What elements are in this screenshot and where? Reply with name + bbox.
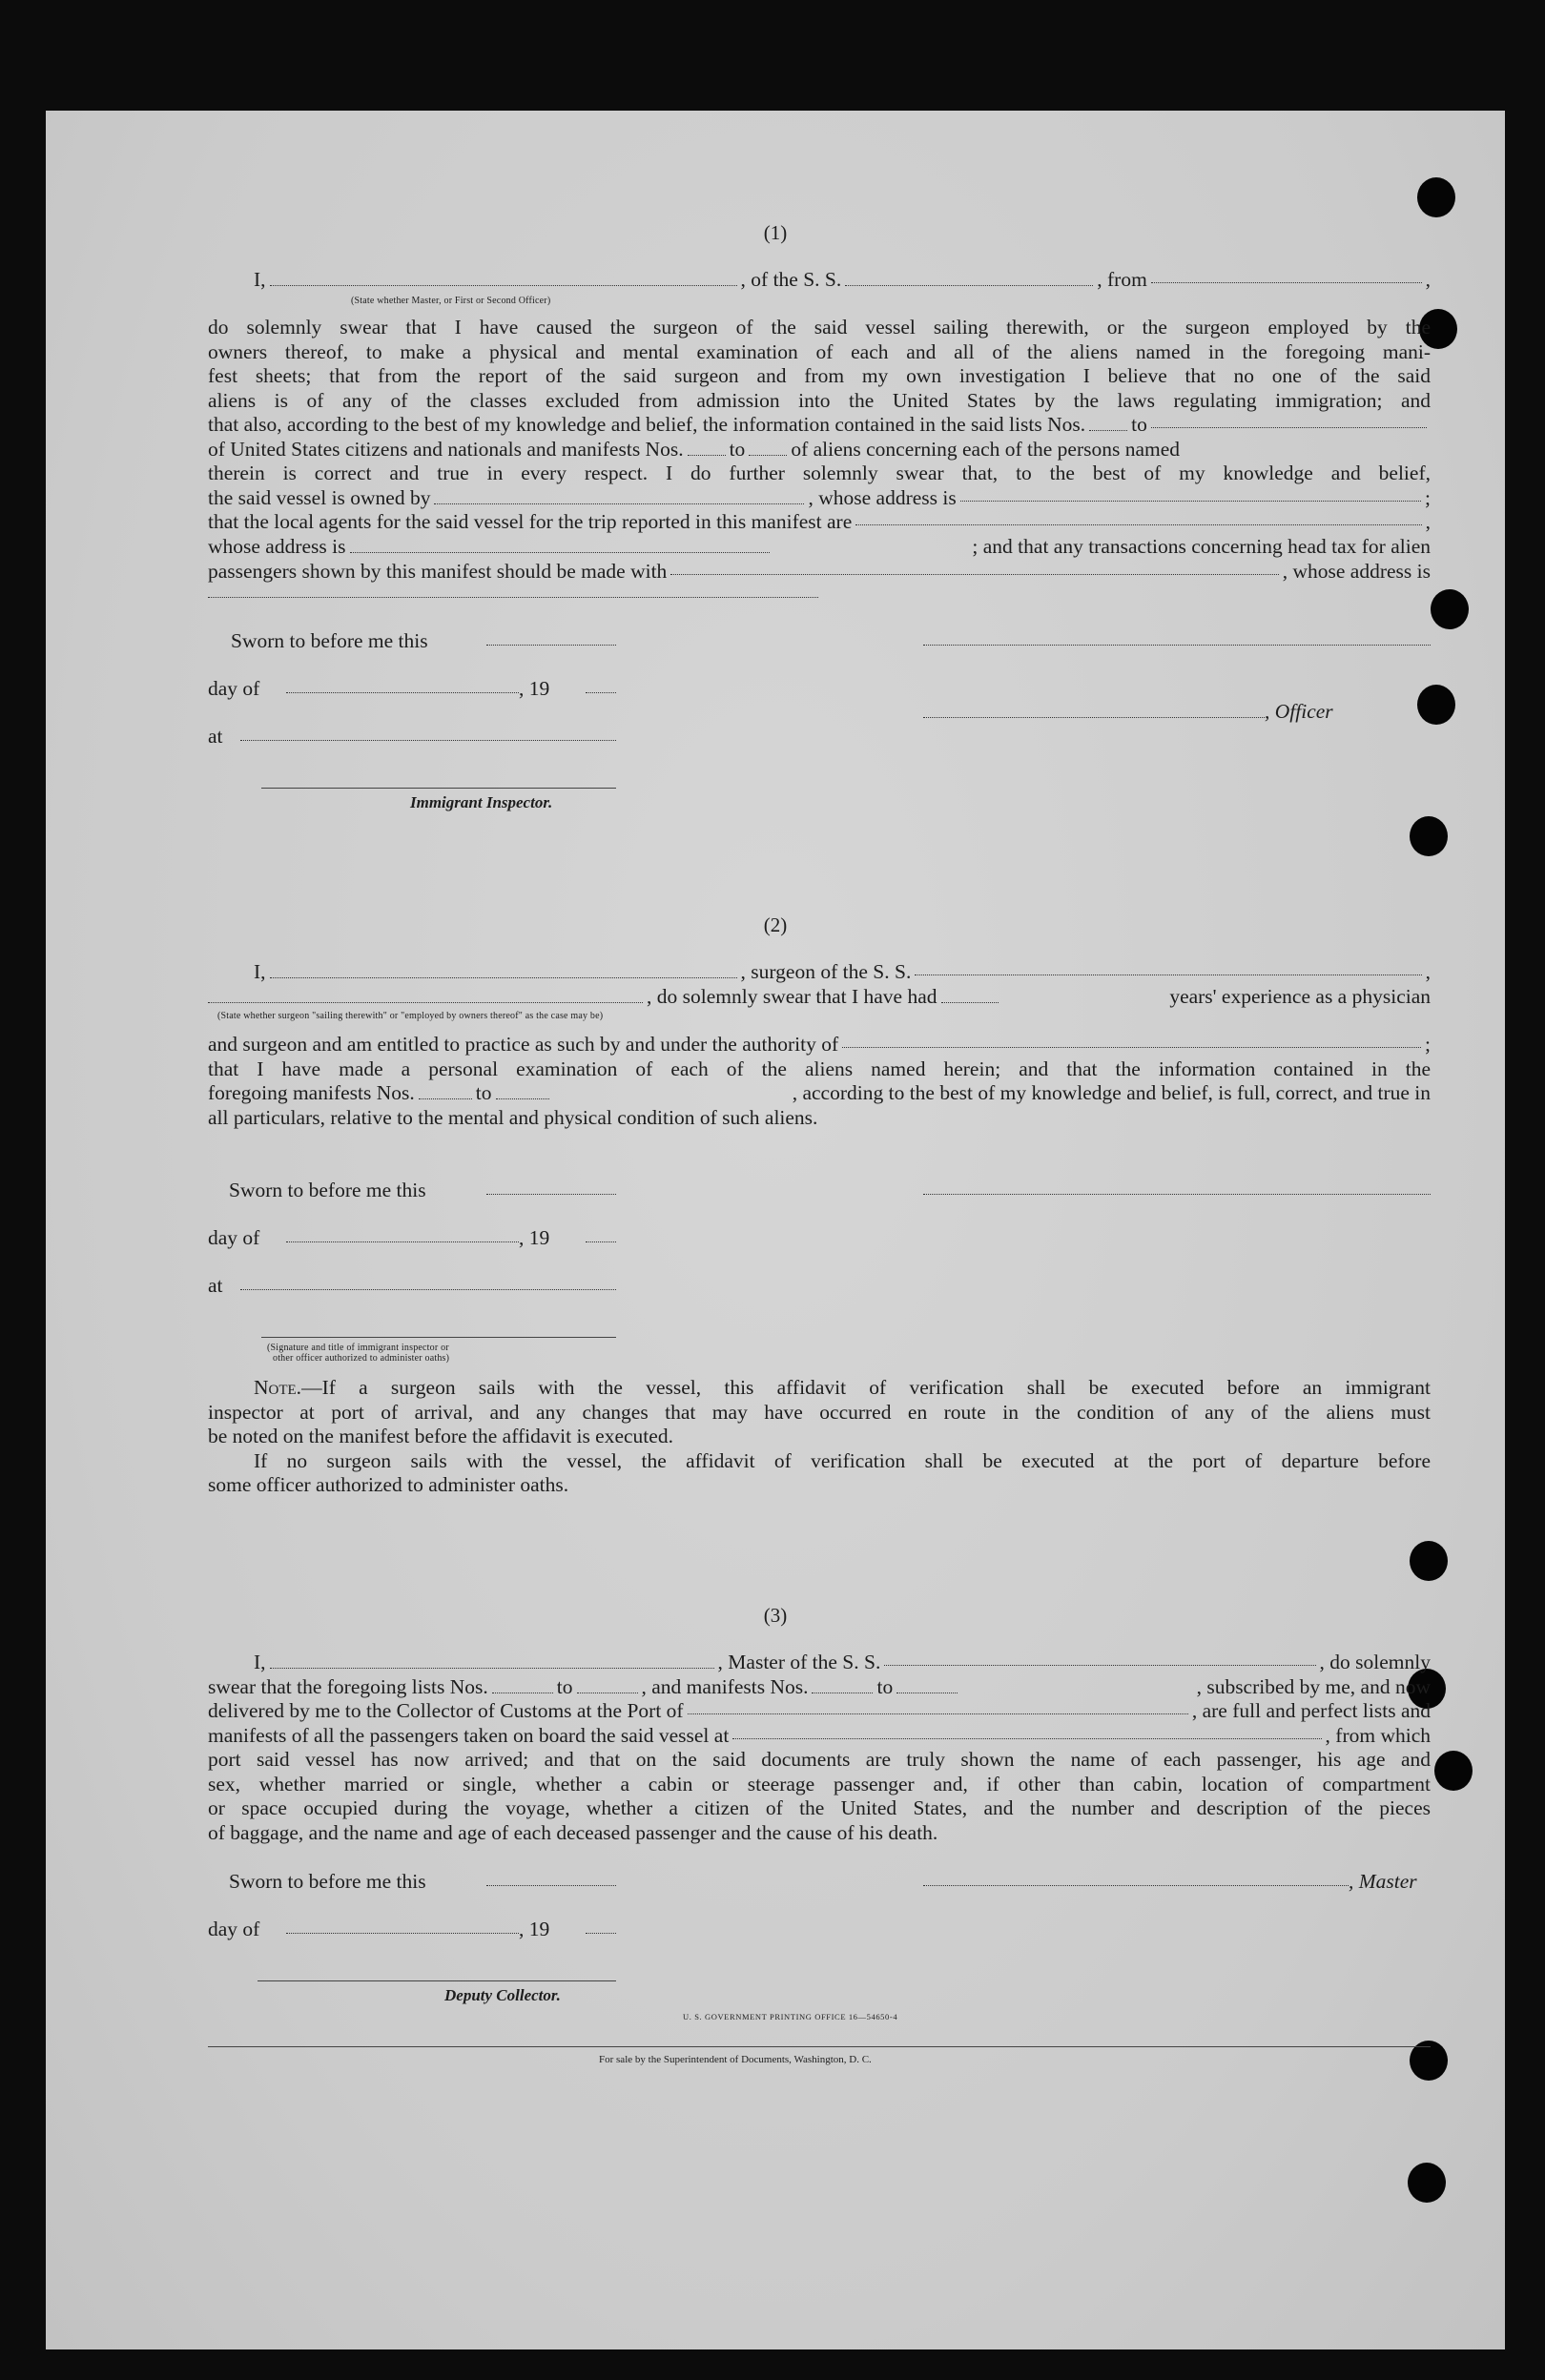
paragraph-line: or space occupied during the voyage, whether a citizen of the United States, and the number and description of the pieces — [208, 1796, 1431, 1819]
paragraph-line: owners thereof, to make a physical and mental examination of each and all of the aliens named in the foregoing mani- — [208, 340, 1431, 363]
signature-caption: (Signature and title of immigrant inspector or — [267, 1343, 449, 1353]
sworn-label: Sworn to before me this — [231, 629, 428, 652]
year-blank[interactable] — [586, 1933, 616, 1934]
list-no-blank[interactable] — [1089, 415, 1127, 431]
deputy-caption: Deputy Collector. — [444, 1986, 561, 2004]
ship-blank[interactable] — [845, 270, 1093, 286]
signature-caption: other officer authorized to administer oaths) — [273, 1353, 450, 1364]
surgeon-type-blank[interactable] — [208, 987, 643, 1003]
manifest-no-blank[interactable] — [749, 440, 787, 456]
affidavit-line: I, , of the S. S. , from , — [254, 268, 1431, 291]
year-blank[interactable] — [586, 1241, 616, 1242]
paragraph-line: passengers shown by this manifest should be made with , whose address is — [208, 560, 1431, 583]
day-of-label: day of — [208, 1918, 260, 1940]
manifest-no-blank[interactable] — [496, 1083, 549, 1099]
month-blank[interactable] — [286, 1241, 519, 1242]
day-of-label: day of — [208, 677, 260, 700]
paragraph-line: of United States citizens and nationals and manifests Nos. to of aliens concerning each of the persons named — [208, 438, 1181, 461]
ship-blank[interactable] — [884, 1650, 1315, 1666]
form-page — [46, 111, 1505, 2349]
name-blank[interactable] — [270, 270, 737, 286]
punch-hole — [1417, 177, 1455, 217]
master-name-blank[interactable] — [270, 1652, 714, 1669]
punch-hole — [1408, 2163, 1446, 2203]
printing-office-imprint: U. S. GOVERNMENT PRINTING OFFICE 16—54650-4 — [683, 2012, 898, 2021]
manifest-no-blank[interactable] — [688, 440, 726, 456]
officer-label: , Officer — [1265, 700, 1333, 723]
note-line: some officer authorized to administer oaths. — [208, 1473, 569, 1496]
agents-address-blank[interactable] — [350, 537, 770, 553]
date-blank[interactable] — [486, 1194, 616, 1195]
date-blank[interactable] — [486, 645, 616, 646]
deputy-signature-line[interactable] — [258, 1980, 616, 1981]
authority-blank[interactable] — [842, 1032, 1421, 1048]
paragraph-line: fest sheets; that from the report of the said surgeon and from my own investigation I believe that no one of the said — [208, 364, 1431, 387]
inspector-signature-line[interactable] — [261, 788, 616, 789]
date-blank[interactable] — [486, 1885, 616, 1886]
month-blank[interactable] — [286, 1933, 519, 1934]
field-hint: (State whether surgeon "sailing therewith" or "employed by owners thereof" as the case may be) — [217, 1011, 604, 1021]
punch-hole — [1410, 816, 1448, 856]
note-line: Note.—If a surgeon sails with the vessel, this affidavit of verification shall be executed before an immigrant — [254, 1376, 1431, 1399]
section-number: (3) — [763, 1604, 788, 1627]
sworn-label: Sworn to before me this — [229, 1179, 426, 1201]
punch-hole — [1410, 1541, 1448, 1581]
paragraph-line: therein is correct and true in every respect. I do further solemnly swear that, to the best of my knowledge and belief, — [208, 462, 1431, 484]
paragraph-line: aliens is of any of the classes excluded from admission into the United States by the laws regulating immigration; and — [208, 389, 1431, 412]
affidavit-line: , do solemnly swear that I have had years' experience as a physician — [208, 984, 1431, 1009]
paragraph-line: and surgeon and am entitled to practice as such by and under the authority of ; — [208, 1033, 1431, 1056]
sale-notice: For sale by the Superintendent of Documents, Washington, D. C. — [599, 2054, 872, 2065]
year-label: , 19 — [519, 677, 550, 700]
officer-name-line[interactable] — [923, 717, 1265, 718]
year-blank[interactable] — [586, 692, 616, 693]
year-label: , 19 — [519, 1918, 550, 1940]
paragraph-line: delivered by me to the Collector of Customs at the Port of , are full and perfect lists and — [208, 1699, 1431, 1722]
inspector-caption: Immigrant Inspector. — [410, 793, 553, 811]
year-label: , 19 — [519, 1226, 550, 1249]
sworn-label: Sworn to before me this — [229, 1870, 426, 1893]
departure-port-blank[interactable] — [732, 1723, 1321, 1739]
note-line: be noted on the manifest before the affidavit is executed. — [208, 1425, 673, 1447]
paragraph-line: swear that the foregoing lists Nos. to , and manifests Nos. to , subscribed by me, and now — [208, 1675, 1431, 1698]
manifest-no-blank[interactable] — [419, 1083, 472, 1099]
punch-hole — [1417, 685, 1455, 725]
manifest-no-blank[interactable] — [896, 1677, 958, 1693]
section-number: (2) — [763, 913, 788, 936]
address-blank[interactable] — [208, 597, 818, 598]
note-line: If no surgeon sails with the vessel, the affidavit of verification shall be executed at the port of departure before — [254, 1449, 1431, 1472]
field-hint: (State whether Master, or First or Second Officer) — [351, 296, 551, 306]
agents-blank[interactable] — [855, 509, 1421, 525]
paragraph-line: port said vessel has now arrived; and that on the said documents are truly shown the name of each passenger, his age and — [208, 1748, 1431, 1771]
head-tax-blank[interactable] — [670, 559, 1278, 575]
note-line: inspector at port of arrival, and any changes that may have occurred en route in the condition of any of the aliens must — [208, 1401, 1431, 1424]
paragraph-line: whose address is ; and that any transactions concerning head tax for alien — [208, 535, 1431, 558]
list-no-blank[interactable] — [577, 1677, 638, 1693]
owner-blank[interactable] — [434, 488, 804, 504]
at-label: at — [208, 725, 223, 748]
month-blank[interactable] — [286, 692, 519, 693]
port-blank[interactable] — [1151, 267, 1422, 283]
footer-rule — [208, 2046, 1431, 2047]
list-no-blank[interactable] — [492, 1677, 553, 1693]
master-signature-line[interactable] — [923, 1885, 1349, 1886]
place-blank[interactable] — [240, 1289, 616, 1290]
paragraph-line: foregoing manifests Nos. to , according to the best of my knowledge and belief, is full, correct, and true in — [208, 1081, 1431, 1104]
paragraph-line: that also, according to the best of my knowledge and belief, the information contained in the said lists Nos. to — [208, 412, 1431, 437]
paragraph-line: that I have made a personal examination of each of the aliens named herein; and that the information contained in the — [208, 1057, 1431, 1080]
at-label: at — [208, 1274, 223, 1297]
punch-hole — [1434, 1751, 1473, 1791]
section-number: (1) — [763, 221, 788, 244]
paragraph-line: that the local agents for the said vessel for the trip reported in this manifest are , — [208, 510, 1431, 533]
surgeon-signature-line[interactable] — [923, 1194, 1431, 1195]
affidavit-line: I, , Master of the S. S. , do solemnly — [254, 1651, 1431, 1673]
inspector-signature-line[interactable] — [261, 1337, 616, 1338]
list-no-blank[interactable] — [1151, 412, 1427, 428]
years-blank[interactable] — [941, 987, 999, 1003]
ship-blank[interactable] — [915, 959, 1421, 975]
paragraph-line: manifests of all the passengers taken on board the said vessel at , from which — [208, 1724, 1431, 1747]
day-of-label: day of — [208, 1226, 260, 1249]
master-label: , Master — [1349, 1870, 1417, 1893]
paragraph-line: sex, whether married or single, whether a cabin or steerage passenger and, if other than cabin, location of compartment — [208, 1773, 1431, 1795]
owner-address-blank[interactable] — [960, 485, 1421, 502]
affidavit-line: I, , surgeon of the S. S. , — [254, 960, 1431, 983]
manifest-no-blank[interactable] — [812, 1677, 873, 1693]
port-blank[interactable] — [688, 1698, 1188, 1714]
paragraph-line: do solemnly swear that I have caused the surgeon of the said vessel sailing therewith, or the surgeon employed by the — [208, 316, 1431, 339]
officer-signature-line[interactable] — [923, 645, 1431, 646]
paragraph-line: the said vessel is owned by , whose address is ; — [208, 486, 1431, 509]
place-blank[interactable] — [240, 740, 616, 741]
paragraph-line: all particulars, relative to the mental and physical condition of such aliens. — [208, 1106, 818, 1129]
surgeon-name-blank[interactable] — [270, 962, 737, 978]
paragraph-line: of baggage, and the name and age of each deceased passenger and the cause of his death. — [208, 1821, 938, 1844]
punch-hole — [1431, 589, 1469, 629]
